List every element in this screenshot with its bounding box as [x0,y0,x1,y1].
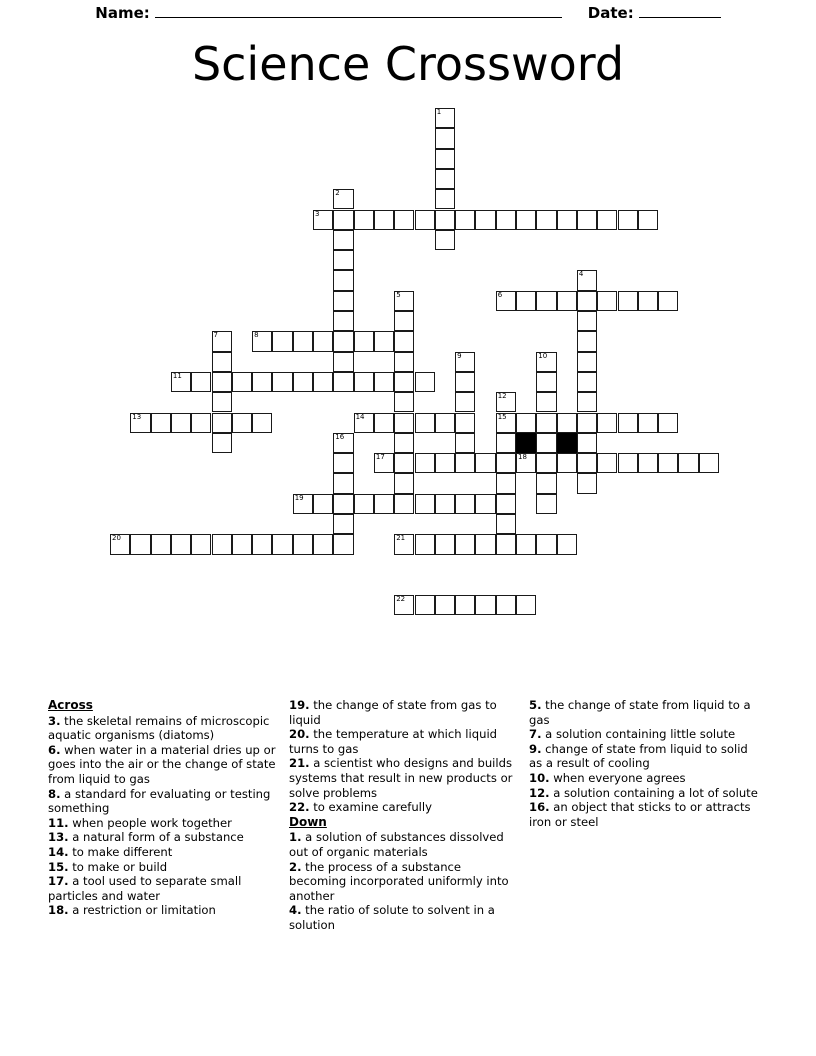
crossword-cell[interactable] [374,413,394,433]
clue-across-17: 17. a tool used to separate small particles and water [48,874,242,903]
crossword-cell[interactable] [536,210,556,230]
crossword-cell[interactable] [557,534,577,554]
crossword-cell[interactable] [333,352,353,372]
crossword-cell[interactable] [374,210,394,230]
crossword-cell[interactable] [313,372,333,392]
clue-down-12: 12. a solution containing a lot of solute [529,785,758,800]
crossword-cell[interactable] [496,595,516,615]
crossword-cell-number: 9 [457,351,462,360]
crossword-cell[interactable] [618,453,638,473]
crossword-cell[interactable] [191,372,211,392]
crossword-cell[interactable] [618,413,638,433]
crossword-cell[interactable] [577,372,597,392]
crossword-cell[interactable] [151,413,171,433]
crossword-cell[interactable] [313,210,333,230]
crossword-cell-number: 4 [578,270,584,279]
crossword-cell[interactable] [455,392,475,412]
crossword-cell[interactable] [638,453,658,473]
crossword-cell[interactable] [516,291,536,311]
crossword-cell[interactable] [455,413,475,433]
clue-number: 14. [48,844,69,859]
crossword-cell[interactable] [496,433,516,453]
crossword-cell[interactable] [333,250,353,270]
clue-number: 1. [289,830,302,845]
crossword-cell[interactable] [333,210,353,230]
crossword-cell[interactable] [333,514,353,534]
crossword-cell[interactable] [597,291,617,311]
crossword-cell[interactable] [394,392,414,412]
crossword-cell[interactable] [212,413,232,433]
crossword-cell[interactable] [415,595,435,615]
crossword-cell[interactable] [212,352,232,372]
clues-section [0,698,816,998]
crossword-cell-number: 1 [436,108,442,116]
crossword-cell[interactable] [333,270,353,290]
crossword-cell[interactable] [354,413,374,433]
across-heading: Across [48,698,93,712]
crossword-cell-number: 8 [254,331,259,340]
name-label: Name: [95,4,150,22]
clue-number: 4. [289,903,302,918]
crossword-cell[interactable] [333,433,353,453]
crossword-cell[interactable] [333,189,353,209]
clue-number: 8. [48,786,61,801]
crossword-cell[interactable] [516,413,536,433]
crossword-cell[interactable] [293,494,313,514]
crossword-cell[interactable] [678,453,698,473]
clue-down-1: 1. a solution of substances dissolved out of organic materials [289,830,504,859]
crossword-cell[interactable] [557,291,577,311]
clue-number: 12. [529,785,550,800]
crossword-cell[interactable] [475,494,495,514]
crossword-cell[interactable] [272,372,292,392]
crossword-cell[interactable] [577,453,597,473]
crossword-cell[interactable] [536,352,556,372]
crossword-cell[interactable] [313,534,333,554]
crossword-cell[interactable] [618,291,638,311]
crossword-cell[interactable] [293,331,313,351]
clue-number: 18. [48,903,69,918]
date-label: Date: [587,4,634,22]
crossword-cell[interactable] [252,534,272,554]
clue-number: 16. [529,800,550,815]
crossword-cell[interactable] [496,473,516,493]
crossword-cell-number: 2 [335,189,340,198]
crossword-cell[interactable] [658,413,678,433]
clue-number: 3. [48,713,61,728]
crossword-cell[interactable] [232,534,252,554]
crossword-cell[interactable] [333,230,353,250]
clue-down-9: 9. change of state from liquid to solid as a result of cooling [529,741,748,771]
crossword-cell[interactable] [333,494,353,514]
crossword-cell[interactable] [536,413,556,433]
crossword-cell[interactable] [536,372,556,392]
crossword-cell[interactable] [475,534,495,554]
crossword-cell-number: 11 [172,371,182,380]
crossword-cell[interactable] [151,534,171,554]
clue-across-15: 15. to make or build [48,859,168,874]
crossword-cell[interactable] [293,372,313,392]
crossword-cell[interactable] [272,331,292,351]
clue-across-21: 21. a scientist who designs and builds systems that result in new products or solve problems [289,756,513,800]
crossword-cell[interactable] [272,534,292,554]
clue-down-2: 2. the process of a substance becoming incorporated uniformly into another [289,859,509,903]
crossword-cell[interactable] [658,291,678,311]
crossword-cell[interactable] [455,372,475,392]
crossword-cell[interactable] [313,494,333,514]
crossword-cell-number: 22 [396,595,406,604]
crossword-cell-number: 17 [375,453,385,462]
crossword-cell[interactable] [232,413,252,433]
crossword-cell-number: 12 [497,392,507,401]
crossword-cell[interactable] [110,534,130,554]
crossword-cell[interactable] [597,210,617,230]
crossword-cell[interactable] [557,210,577,230]
crossword-cell[interactable] [394,595,414,615]
crossword-cell[interactable] [577,473,597,493]
crossword-cell[interactable] [394,413,414,433]
crossword-cell-number: 7 [213,331,218,340]
crossword-cell[interactable] [130,413,150,433]
crossword-cell[interactable] [394,372,414,392]
crossword-cell[interactable] [496,534,516,554]
crossword-cell[interactable] [536,392,556,412]
crossword-cell[interactable] [435,534,455,554]
crossword-cell[interactable] [171,372,191,392]
crossword-cell[interactable] [557,453,577,473]
clue-number: 22. [289,800,310,815]
crossword-cell[interactable] [354,494,374,514]
crossword-cell[interactable] [536,453,556,473]
crossword-cell[interactable] [191,413,211,433]
crossword-cell[interactable] [333,372,353,392]
crossword-cell[interactable] [212,372,232,392]
crossword-cell[interactable] [435,494,455,514]
crossword-cell[interactable] [394,311,414,331]
crossword-cell[interactable] [333,453,353,473]
crossword-cell[interactable] [394,352,414,372]
clue-across-22: 22. to examine carefully [289,800,432,815]
crossword-cell[interactable] [394,291,414,311]
crossword-cell[interactable] [577,413,597,433]
crossword-cell[interactable] [435,189,455,209]
crossword-cell-number: 20 [112,534,121,543]
crossword-cell[interactable] [415,453,435,473]
crossword-cell[interactable] [394,494,414,514]
clue-across-3: 3. the skeletal remains of microscopic aquatic organisms (diatoms) [48,713,270,743]
crossword-cell[interactable] [212,534,232,554]
down-heading: Down [289,814,327,829]
crossword-cell[interactable] [597,453,617,473]
crossword-cell[interactable] [577,270,597,290]
crossword-cell[interactable] [496,494,516,514]
crossword-cell[interactable] [171,413,191,433]
clue-number: 19. [289,698,310,712]
crossword-cell[interactable] [455,595,475,615]
crossword-cell[interactable] [415,413,435,433]
crossword-cell[interactable] [313,331,333,351]
crossword-cell[interactable] [435,413,455,433]
clue-across-14: 14. to make different [48,844,173,859]
clue-down-7: 7. a solution containing little solute [529,727,736,742]
crossword-cell[interactable] [435,149,455,169]
crossword-cell[interactable] [455,494,475,514]
crossword-cell[interactable] [333,534,353,554]
crossword-cell[interactable] [435,595,455,615]
clue-down-5: 5. the change of state from liquid to a gas [529,698,751,727]
clues-column-2 [289,698,521,933]
crossword-cell[interactable] [354,210,374,230]
crossword-cell-number: 18 [518,453,527,462]
crossword-cell[interactable] [577,291,597,311]
crossword-cell[interactable] [212,392,232,412]
clue-number: 9. [529,741,542,756]
crossword-cell[interactable] [496,392,516,412]
crossword-cell[interactable] [374,494,394,514]
crossword-cell[interactable] [435,230,455,250]
crossword-cell[interactable] [354,372,374,392]
crossword-cell[interactable] [394,331,414,351]
clue-down-4: 4. the ratio of solute to solvent in a solution [289,903,495,932]
clue-number: 15. [48,859,69,874]
clue-across-20: 20. the temperature at which liquid turns to gas [289,727,498,756]
clue-number: 7. [529,727,542,742]
crossword-cell-number: 21 [396,534,406,543]
clue-number: 17. [48,874,69,889]
crossword-cell[interactable] [577,331,597,351]
crossword-cell[interactable] [212,433,232,453]
clue-number: 20. [289,727,310,742]
crossword-cell[interactable] [455,453,475,473]
clue-across-18: 18. a restriction or limitation [48,903,216,918]
crossword-cell[interactable] [516,210,536,230]
clues-column-3 [529,698,764,829]
crossword-cell-number: 14 [355,412,365,421]
crossword-cell[interactable] [435,108,455,128]
clue-number: 11. [48,815,69,830]
crossword-cell[interactable] [415,210,435,230]
crossword-cell[interactable] [638,413,658,433]
clue-across-13: 13. a natural form of a substance [48,830,244,845]
crossword-cell[interactable] [577,352,597,372]
crossword-cell[interactable] [252,413,272,433]
crossword-cell-number: 3 [315,209,320,218]
crossword-cell[interactable] [374,453,394,473]
crossword-cell[interactable] [475,210,495,230]
crossword-cell[interactable] [475,595,495,615]
crossword-cell[interactable] [435,210,455,230]
crossword-cell[interactable] [394,534,414,554]
crossword-cell[interactable] [333,331,353,351]
clue-number: 10. [529,770,550,785]
crossword-cell[interactable] [577,392,597,412]
crossword-cell[interactable] [536,473,556,493]
crossword-cell[interactable] [374,372,394,392]
crossword-cell[interactable] [252,372,272,392]
crossword-cell[interactable] [394,453,414,473]
crossword-cell[interactable] [536,433,556,453]
crossword-cell[interactable] [333,291,353,311]
crossword-cell[interactable] [333,311,353,331]
crossword-cell[interactable] [496,413,516,433]
crossword-cell-number: 16 [335,432,345,441]
crossword-cell[interactable] [536,291,556,311]
crossword-cell[interactable] [638,210,658,230]
clue-across-8: 8. a standard for evaluating or testing something [48,786,271,816]
crossword-cell[interactable] [597,413,617,433]
crossword-cell[interactable] [496,291,516,311]
crossword-cell[interactable] [536,494,556,514]
crossword-blocked-cell [557,433,577,453]
crossword-cell[interactable] [374,331,394,351]
crossword-cell[interactable] [415,494,435,514]
crossword-cell[interactable] [536,534,556,554]
crossword-cell[interactable] [516,534,536,554]
crossword-cell[interactable] [638,291,658,311]
crossword-cell[interactable] [333,473,353,493]
clue-across-11: 11. when people work together [48,815,232,830]
crossword-cell[interactable] [435,169,455,189]
crossword-cell-number: 19 [294,493,304,502]
crossword-cell[interactable] [435,453,455,473]
crossword-cell[interactable] [394,210,414,230]
clue-number: 6. [48,742,61,757]
clue-across-6: 6. when water in a material dries up or goes into the air or the change of state from liquid to gas [48,742,276,786]
crossword-cell[interactable] [577,210,597,230]
crossword-cell[interactable] [354,331,374,351]
crossword-cell[interactable] [496,210,516,230]
crossword-cell[interactable] [394,433,414,453]
crossword-cell[interactable] [455,352,475,372]
crossword-cell[interactable] [130,534,150,554]
crossword-cell[interactable] [455,534,475,554]
crossword-cell[interactable] [577,433,597,453]
crossword-cell[interactable] [699,453,719,473]
clue-number: 13. [48,830,69,845]
crossword-cell[interactable] [516,453,536,473]
page-title: Science Crossword [191,37,625,91]
clue-down-10: 10. when everyone agrees [529,770,686,785]
crossword-cell[interactable] [394,473,414,493]
crossword-cell[interactable] [455,433,475,453]
crossword-cell-number: 13 [132,412,142,421]
crossword-cell[interactable] [475,453,495,473]
crossword-cell[interactable] [252,331,272,351]
crossword-cell-number: 5 [396,290,401,299]
crossword-cell[interactable] [232,372,252,392]
crossword-cell[interactable] [496,514,516,534]
clue-number: 21. [289,756,310,771]
crossword-cell[interactable] [293,534,313,554]
clue-across-19: 19. the change of state from gas to liquid [289,698,497,727]
crossword-cell-number: 10 [538,351,548,360]
crossword-cell[interactable] [455,210,475,230]
crossword-cell[interactable] [191,534,211,554]
clue-number: 2. [289,859,302,874]
crossword-cell[interactable] [415,534,435,554]
crossword-cell[interactable] [415,372,435,392]
crossword-cell[interactable] [658,453,678,473]
clues-column-1 [48,698,285,918]
crossword-cell-number: 15 [497,412,507,421]
crossword-cell[interactable] [496,453,516,473]
crossword-cell[interactable] [516,595,536,615]
crossword-cell[interactable] [618,210,638,230]
crossword-cell[interactable] [557,413,577,433]
clue-down-16: 16. an object that sticks to or attracts iron or steel [529,800,751,829]
crossword-blocked-cell [516,433,536,453]
crossword-cell[interactable] [171,534,191,554]
crossword-cell[interactable] [212,331,232,351]
crossword-cell-number: 6 [497,290,503,299]
crossword-cell[interactable] [577,311,597,331]
clue-number: 5. [529,698,542,712]
crossword-cell[interactable] [435,128,455,148]
